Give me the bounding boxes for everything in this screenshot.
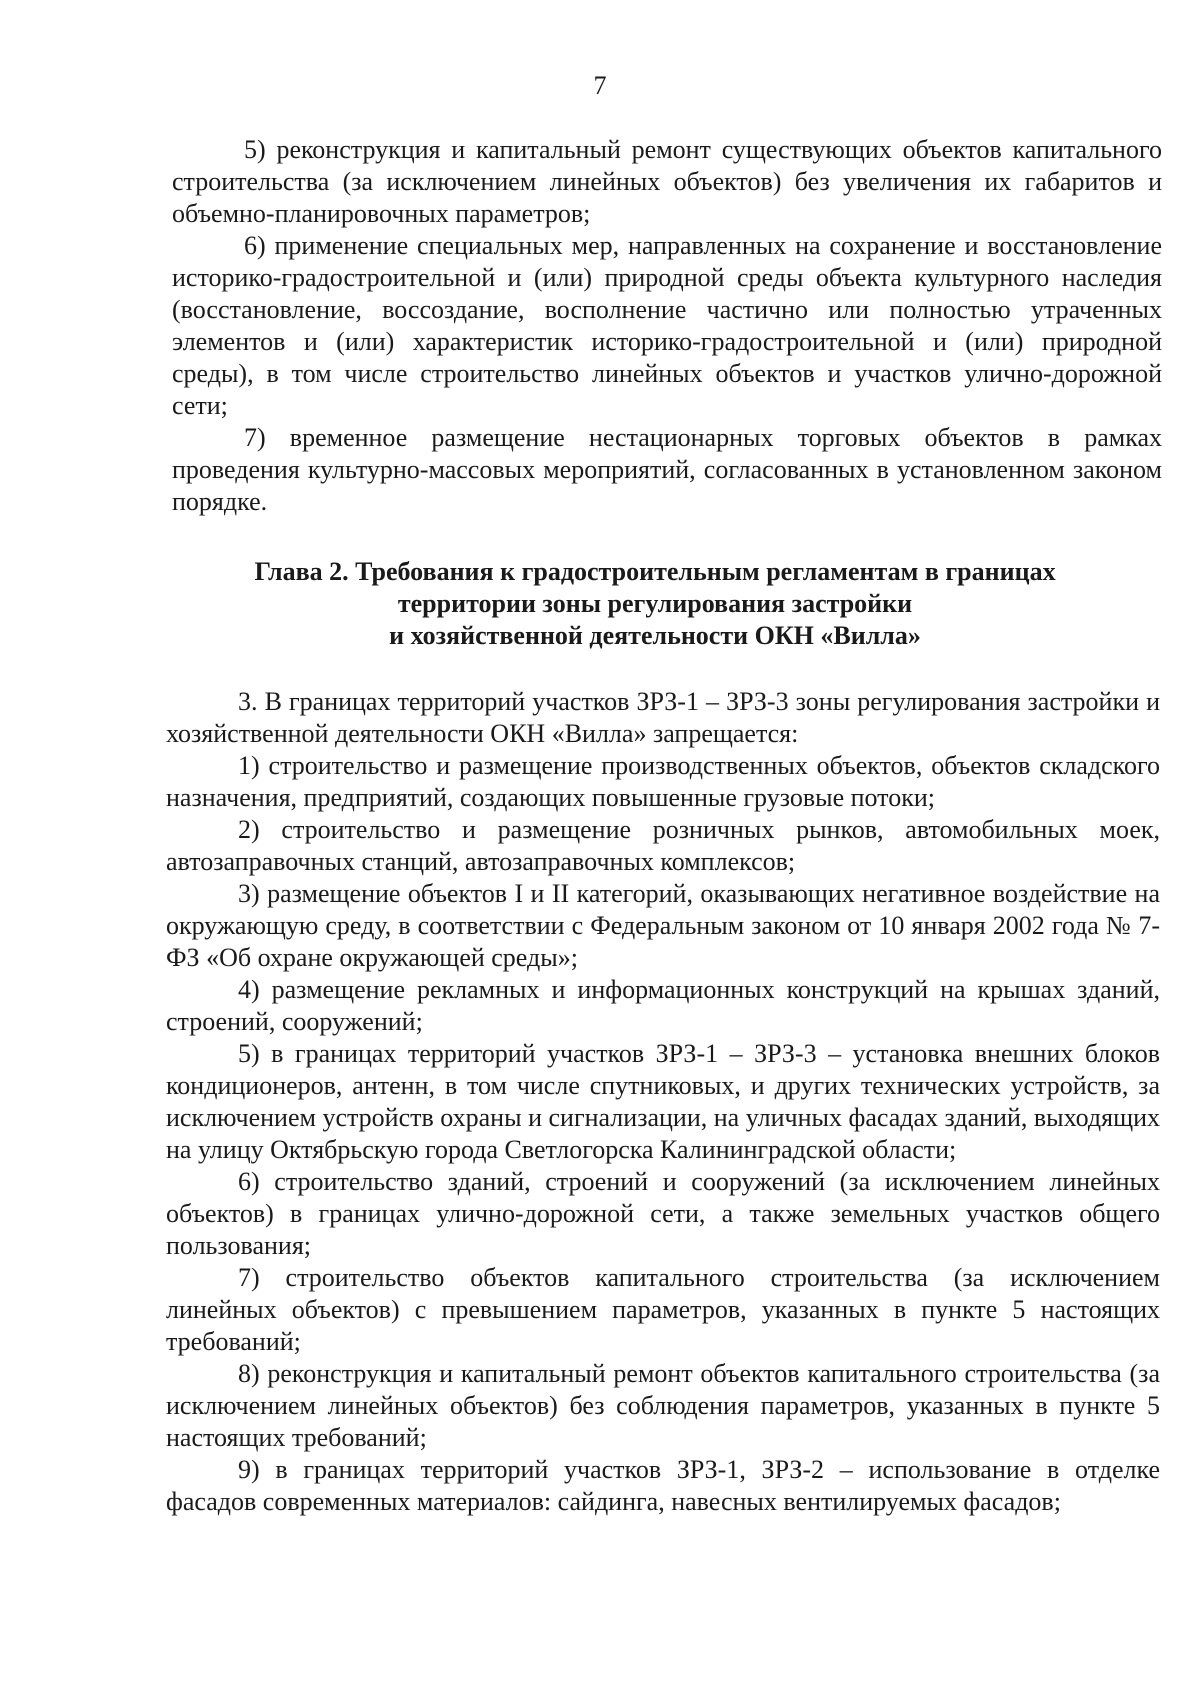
top-items-block bbox=[172, 134, 1162, 518]
list-item: 6) применение специальных мер, направленных на сохранение и восстановление историко-градостроительной и (или) природной среды объекта культурного наследия (восстановление, воссоздание, восполнение частично или полностью утраченных элементов и (или) характеристик историко-градостроительной и (или) природной среды), в том числе строительство линейных объектов и участков улично-дорожной сети; bbox=[172, 231, 1162, 420]
list-item: 7) строительство объектов капитального строительства (за исключением линейных объектов) с превышением параметров, указанных в пункте 5 настоящих требований; bbox=[166, 1263, 1160, 1356]
list-item: 4) размещение рекламных и информационных конструкций на крышах зданий, строений, сооружений; bbox=[166, 975, 1160, 1036]
list-item: 9) в границах территорий участков ЗРЗ-1, ЗРЗ-2 – использование в отделке фасадов современных материалов: сайдинга, навесных вентилируемых фасадов; bbox=[166, 1455, 1160, 1516]
section-3-block bbox=[166, 686, 1160, 1518]
list-item: 5) в границах территорий участков ЗРЗ-1 – ЗРЗ-3 – установка внешних блоков кондиционеров, антенн, в том числе спутниковых, и других технических устройств, за исключением устройств охраны и сигнализации, на уличных фасадах зданий, выходящих на улицу Октябрьскую города Светлогорска Калининградской области; bbox=[166, 1039, 1160, 1164]
list-item: 5) реконструкция и капитальный ремонт существующих объектов капитального строительства (за исключением линейных объектов) без увеличения их габаритов и объемно-планировочных параметров; bbox=[172, 135, 1162, 228]
list-item: 1) строительство и размещение производственных объектов, объектов складского назначения, предприятий, создающих повышенные грузовые потоки; bbox=[166, 751, 1160, 812]
section-intro: 3. В границах территорий участков ЗРЗ-1 – ЗРЗ-3 зоны регулирования застройки и хозяйственной деятельности ОКН «Вилла» запрещается: bbox=[166, 687, 1160, 748]
heading-line: и хозяйственной деятельности ОКН «Вилла» bbox=[389, 621, 921, 650]
heading-line: территории зоны регулирования застройки bbox=[397, 589, 913, 618]
list-item: 2) строительство и размещение розничных рынков, автомобильных моек, автозаправочных станций, автозаправочных комплексов; bbox=[166, 815, 1160, 876]
list-item: 6) строительство зданий, строений и сооружений (за исключением линейных объектов) в границах улично-дорожной сети, а также земельных участков общего пользования; bbox=[166, 1167, 1160, 1260]
page-number: 7 bbox=[593, 71, 607, 100]
list-item: 8) реконструкция и капитальный ремонт объектов капитального строительства (за исключением линейных объектов) без соблюдения параметров, указанных в пункте 5 настоящих требований; bbox=[166, 1359, 1160, 1452]
chapter-heading bbox=[190, 556, 1120, 652]
list-item: 3) размещение объектов I и II категорий, оказывающих негативное воздействие на окружающую среду, в соответствии с Федеральным законом от 10 января 2002 года № 7-ФЗ «Об охране окружающей среды»; bbox=[166, 879, 1160, 972]
heading-line: Глава 2. Требования к градостроительным регламентам в границах bbox=[254, 557, 1056, 586]
list-item: 7) временное размещение нестационарных торговых объектов в рамках проведения культурно-массовых мероприятий, согласованных в установленном законом порядке. bbox=[172, 423, 1162, 516]
